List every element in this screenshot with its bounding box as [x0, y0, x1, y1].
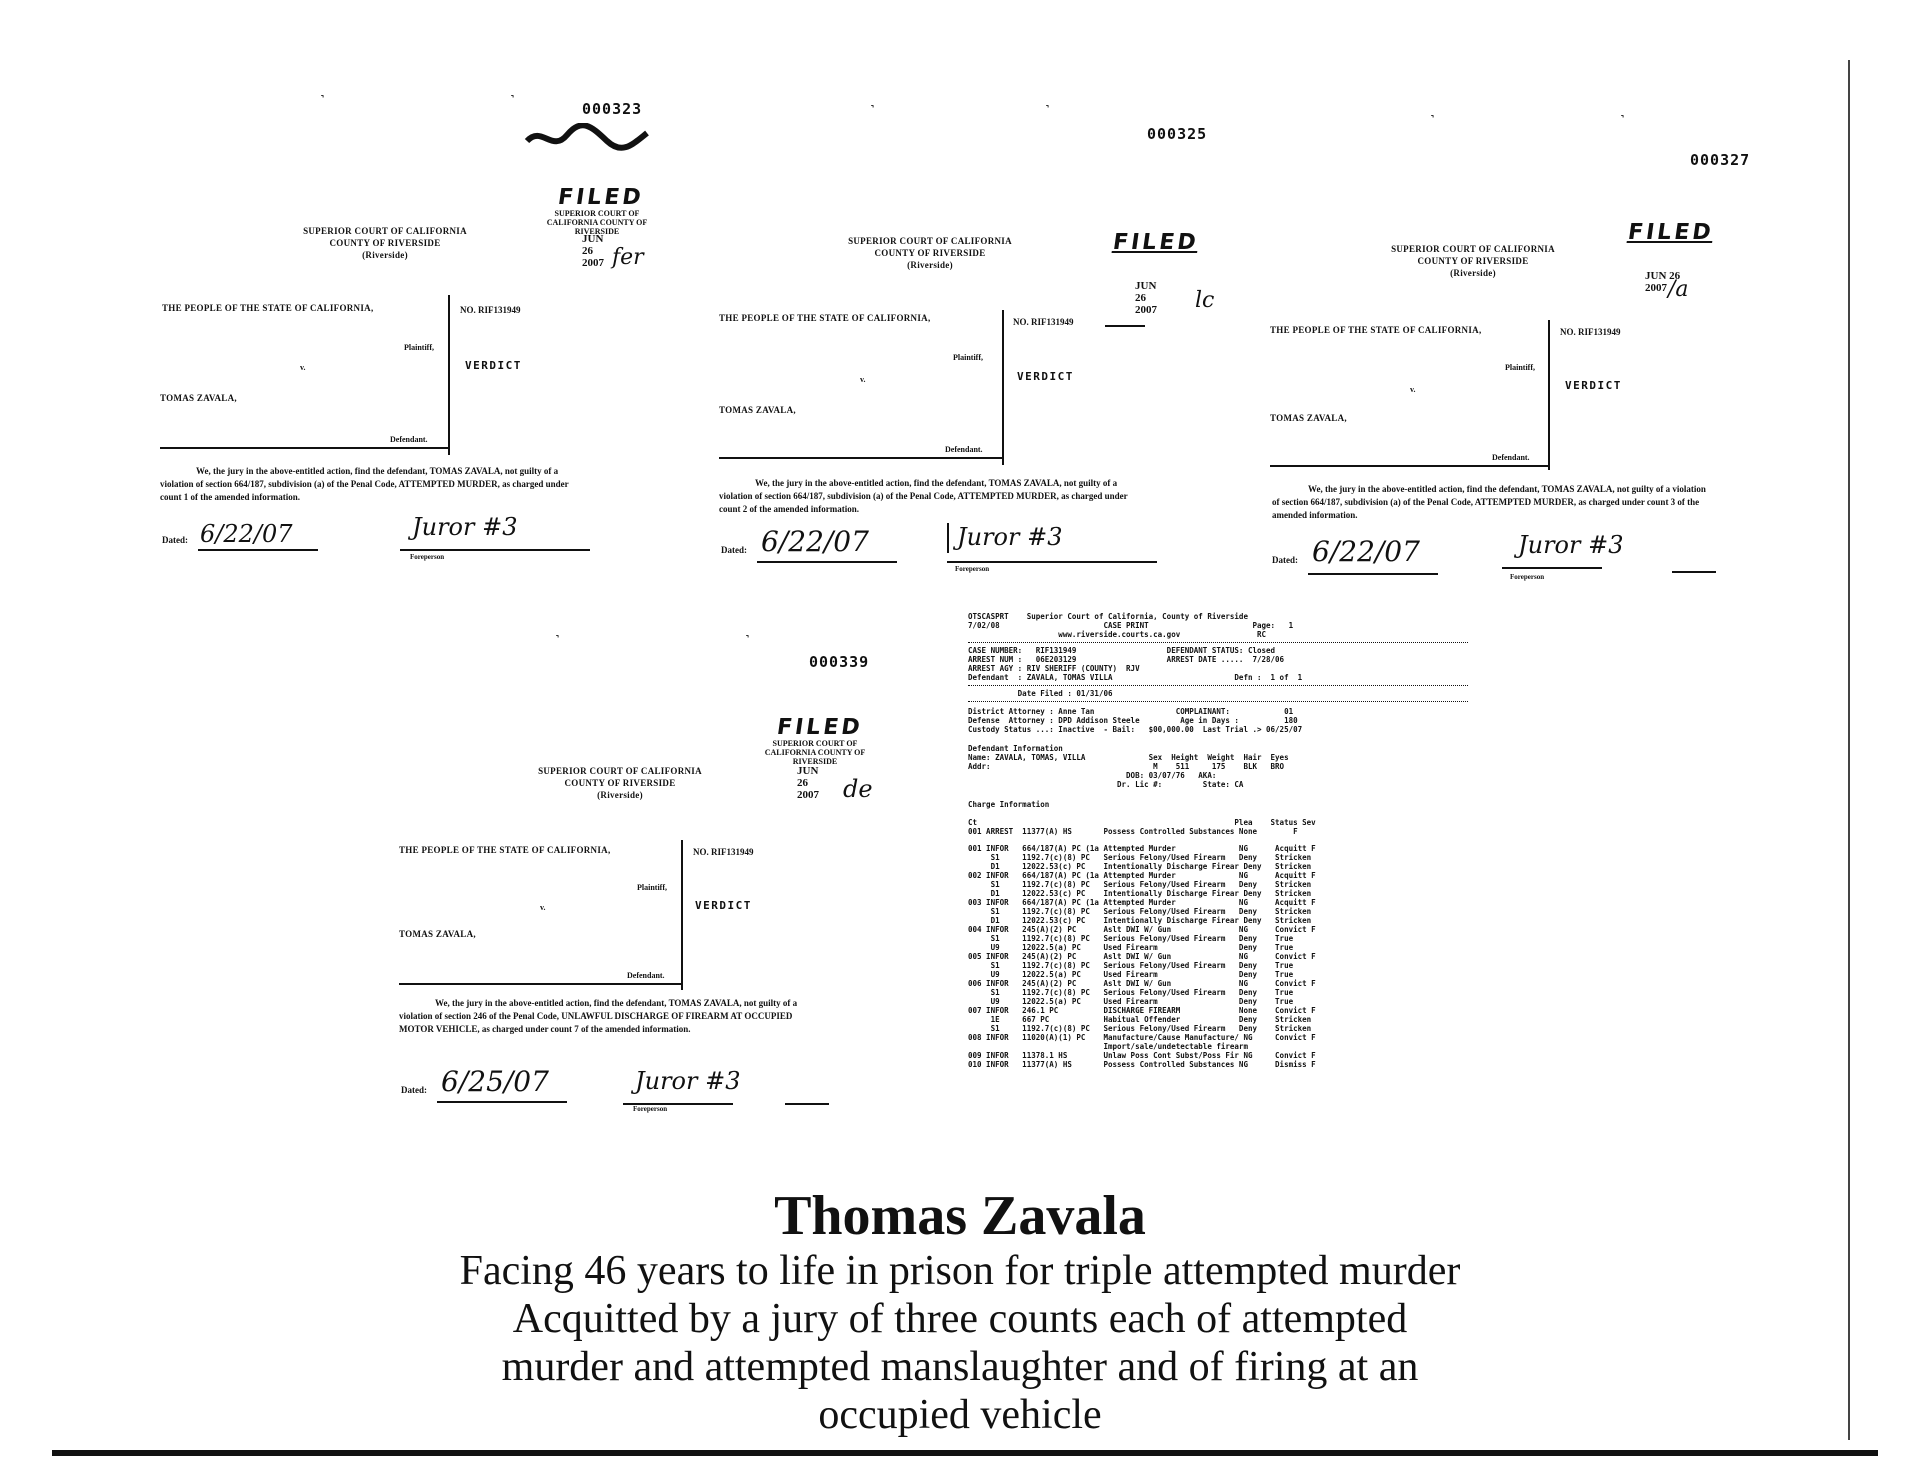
punch-mark: ˺: [745, 633, 750, 648]
plaintiff-role: Plaintiff,: [637, 883, 667, 892]
dated-label: Dated:: [1272, 555, 1298, 565]
printout-case-line: ARREST NUM : 06E203129 ARREST DATE ..... 7/28/06: [968, 655, 1285, 664]
clerk-initials: /a: [1668, 277, 1689, 302]
plaintiff-name: THE PEOPLE OF THE STATE OF CALIFORNIA,: [162, 303, 374, 313]
foreperson-signature: Juror #3: [412, 513, 518, 541]
case-printout: [968, 612, 1476, 1172]
page-edge-line: [1848, 60, 1850, 1440]
printout-charge-row: U9 12022.5(a) PC Used Firearm Deny True: [968, 997, 1294, 1006]
printout-defendant-line: DOB: 03/07/76 AKA:: [968, 771, 1217, 780]
punch-mark: ˺: [320, 93, 325, 108]
printout-charge-row: D1 12022.53(c) PC Intentionally Discharge Firear Deny Stricken: [968, 889, 1312, 898]
court-heading: SUPERIOR COURT OF CALIFORNIA COUNTY OF RIVERSIDE (Riverside): [848, 236, 1012, 270]
printout-charge-row: U9 12022.5(a) PC Used Firearm Deny True: [968, 970, 1294, 979]
defendant-role: Defendant.: [945, 445, 983, 454]
printout-counsel-line: Custody Status ...: Inactive - Bail: $00,000.00 Last Trial .> 06/25/07: [968, 725, 1303, 734]
document-number: 000325: [1147, 125, 1208, 143]
case-number: NO. RIF131949: [460, 305, 521, 315]
defendant-name: TOMAS ZAVALA,: [160, 393, 237, 403]
dated-label: Dated:: [401, 1085, 427, 1095]
printout-case-line: ARREST AGY : RIV SHERIFF (COUNTY) RJV: [968, 664, 1140, 673]
printout-date-filed: Date Filed : 01/31/06: [968, 689, 1113, 698]
printout-charge-row: D1 12022.53(c) PC Intentionally Discharge Firear Deny Stricken: [968, 916, 1312, 925]
foreperson-label: Foreperson: [633, 1105, 668, 1113]
printout-header-line: 7/02/08 CASE PRINT Page: 1: [968, 621, 1294, 630]
printout-defendant-line: Defendant Information: [968, 744, 1063, 753]
printout-charge-row: Import/sale/undetectable firearm: [968, 1042, 1248, 1051]
punch-mark: ˺: [1045, 103, 1050, 118]
printout-charge-row: U9 12022.5(a) PC Used Firearm Deny True: [968, 943, 1294, 952]
plaintiff-name: THE PEOPLE OF THE STATE OF CALIFORNIA,: [1270, 325, 1482, 335]
court-heading: SUPERIOR COURT OF CALIFORNIA COUNTY OF RIVERSIDE (Riverside): [1391, 244, 1555, 278]
printout-charge-row: 006 INFOR 245(A)(2) PC Aslt DWI W/ Gun NG Convict F: [968, 979, 1316, 988]
printout-charge-row: S1 1192.7(c)(8) PC Serious Felony/Used Firearm Deny True: [968, 934, 1294, 943]
foreperson-signature: Juror #3: [635, 1067, 741, 1095]
printout-header-line: www.riverside.courts.ca.gov RC: [968, 630, 1267, 639]
versus: v.: [860, 375, 866, 384]
filed-stamp: FILED: [556, 185, 646, 210]
plaintiff-role: Plaintiff,: [953, 353, 983, 362]
printout-charge-row: 002 INFOR 664/187(A) PC (1a Attempted Murder NG Acquitt F: [968, 871, 1316, 880]
printout-case-line: Defendant : ZAVALA, TOMAS VILLA Defn : 1 of 1: [968, 673, 1303, 682]
verdict-body: We, the jury in the above-entitled action, find the defendant, TOMAS ZAVALA, not guilty of a violation of section 246 of the Penal Code, UNLAWFUL DISCHARGE OF FIREARM AT OCCUPIED MOTOR VEHICLE, as charged under count 7 of the amended information.: [399, 998, 798, 1034]
punch-mark: ˺: [1430, 113, 1435, 128]
verdict-date: 6/22/07: [761, 525, 869, 558]
printout-charge-header: Charge Information: [968, 800, 1050, 809]
printout-counsel-line: District Attorney : Anne Tan COMPLAINANT: 01: [968, 707, 1294, 716]
caption-line: murder and attempted manslaughter and of firing at an: [501, 1344, 1419, 1390]
printout-counsel-line: Defense Attorney : DPD Addison Steele Age in Days : 180: [968, 716, 1298, 725]
printout-charge-row: 007 INFOR 246.1 PC DISCHARGE FIREARM None Convict F: [968, 1006, 1316, 1015]
clerk-initials: lc: [1195, 288, 1215, 313]
clerk-initials: de: [843, 775, 873, 803]
document-number: 000327: [1690, 151, 1751, 169]
printout-charge-row: 001 INFOR 664/187(A) PC (1a Attempted Murder NG Acquitt F: [968, 844, 1316, 853]
printout-charge-row: S1 1192.7(c)(8) PC Serious Felony/Used Firearm Deny Stricken: [968, 880, 1312, 889]
printout-charge-row: 003 INFOR 664/187(A) PC (1a Attempted Murder NG Acquitt F: [968, 898, 1316, 907]
filed-stamp-date: JUN 26 2007: [1645, 270, 1681, 294]
versus: v.: [540, 903, 546, 912]
verdict-body: We, the jury in the above-entitled action, find the defendant, TOMAS ZAVALA, not guilty of a violation of section 664/187, subdivision (a) of the Penal Code, ATTEMPTED MURDER, as charged under count 1 of the amended information.: [160, 466, 569, 502]
verdict-body: We, the jury in the above-entitled action, find the defendant, TOMAS ZAVALA, not guilty of a violation of section 664/187, subdivision (a) of the Penal Code, ATTEMPTED MURDER, as charged under count 3 of the amended information.: [1272, 484, 1706, 520]
punch-mark: ˺: [870, 103, 875, 118]
caption-line: Facing 46 years to life in prison for triple attempted murder: [459, 1248, 1461, 1294]
printout-defendant-line: Addr: M 511 175 BLK BRO: [968, 762, 1285, 771]
court-heading: SUPERIOR COURT OF CALIFORNIA COUNTY OF RIVERSIDE (Riverside): [303, 226, 467, 260]
defendant-name: TOMAS ZAVALA,: [1270, 413, 1347, 423]
versus: v.: [300, 363, 306, 372]
filed-stamp: FILED: [775, 715, 865, 740]
verdict-date: 6/25/07: [441, 1065, 549, 1098]
verdict-title: VERDICT: [465, 359, 522, 372]
filed-stamp-date: JUN 26 2007: [582, 233, 604, 269]
plaintiff-name: THE PEOPLE OF THE STATE OF CALIFORNIA,: [399, 845, 611, 855]
punch-mark: ˺: [1620, 113, 1625, 128]
court-heading: SUPERIOR COURT OF CALIFORNIA COUNTY OF RIVERSIDE (Riverside): [538, 766, 702, 800]
printout-charge-row: S1 1192.7(c)(8) PC Serious Felony/Used Firearm Deny Stricken: [968, 853, 1312, 862]
foreperson-label: Foreperson: [955, 565, 990, 573]
case-number: NO. RIF131949: [1013, 317, 1074, 327]
verdict-title: VERDICT: [695, 899, 752, 912]
filed-stamp-date: JUN 26 2007: [797, 765, 819, 801]
caption-line: occupied vehicle: [818, 1392, 1102, 1438]
punch-mark: ˺: [510, 93, 515, 108]
verdict-title: VERDICT: [1017, 370, 1074, 383]
verdict-date: 6/22/07: [200, 520, 293, 548]
plaintiff-role: Plaintiff,: [404, 343, 434, 352]
caption-line: Acquitted by a jury of three counts each of attempted: [512, 1296, 1408, 1342]
plaintiff-role: Plaintiff,: [1505, 363, 1535, 372]
printout-case-line: CASE NUMBER: RIF131949 DEFENDANT STATUS: Closed: [968, 646, 1276, 655]
punch-mark: ˺: [555, 633, 560, 648]
filed-stamp: FILED: [1626, 220, 1716, 245]
plaintiff-name: THE PEOPLE OF THE STATE OF CALIFORNIA,: [719, 313, 931, 323]
foreperson-label: Foreperson: [410, 553, 445, 561]
foreperson-signature: Juror #3: [957, 523, 1063, 551]
printout-charge-header: 001 ARREST 11377(A) HS Possess Controlled Substances None F: [968, 827, 1298, 836]
filed-stamp-date: JUN 26 2007: [1135, 280, 1157, 316]
case-number: NO. RIF131949: [693, 847, 754, 857]
filed-stamp-subtitle: SUPERIOR COURT OF CALIFORNIA COUNTY OF RIVERSIDE: [764, 739, 866, 766]
printout-charge-row: S1 1192.7(c)(8) PC Serious Felony/Used Firearm Deny True: [968, 988, 1294, 997]
foreperson-signature: Juror #3: [1518, 531, 1624, 559]
printout-charge-row: S1 1192.7(c)(8) PC Serious Felony/Used Firearm Deny Stricken: [968, 907, 1312, 916]
printout-charge-row: 010 INFOR 11377(A) HS Possess Controlled Substances NG Dismiss F: [968, 1060, 1316, 1069]
verdict-body: We, the jury in the above-entitled action, find the defendant, TOMAS ZAVALA, not guilty of a violation of section 664/187, subdivision (a) of the Penal Code, ATTEMPTED MURDER, as charged under count 2 of the amended information.: [719, 478, 1128, 514]
printout-charge-row: 009 INFOR 11378.1 HS Unlaw Poss Cont Subst/Poss Fir NG Convict F: [968, 1051, 1316, 1060]
case-number: NO. RIF131949: [1560, 327, 1621, 337]
clerk-initials: fer: [612, 245, 644, 270]
printout-defendant-line: Name: ZAVALA, TOMAS, VILLA Sex Height Weight Hair Eyes: [968, 753, 1289, 762]
filed-stamp: FILED: [1111, 230, 1201, 255]
printout-charge-row: D1 12022.53(c) PC Intentionally Discharge Firear Deny Stricken: [968, 862, 1312, 871]
dated-label: Dated:: [162, 535, 188, 545]
document-number: 000339: [809, 653, 870, 671]
scribble-mark: [522, 123, 652, 153]
dated-label: Dated:: [721, 545, 747, 555]
printout-header-line: OTSCASPRT Superior Court of California, County of Riverside: [968, 612, 1248, 621]
printout-charge-row: 1E 667 PC Habitual Offender Deny Stricken: [968, 1015, 1312, 1024]
printout-defendant-line: Dr. Lic #: State: CA: [968, 780, 1244, 789]
filed-stamp-subtitle: SUPERIOR COURT OF CALIFORNIA COUNTY OF RIVERSIDE: [546, 209, 648, 236]
bottom-rule: [52, 1450, 1878, 1456]
printout-charge-header: Ct Plea Status Sev: [968, 818, 1316, 827]
printout-charge-row: 005 INFOR 245(A)(2) PC Aslt DWI W/ Gun NG Convict F: [968, 952, 1316, 961]
document-number: 000323: [582, 100, 643, 118]
printout-charge-row: 008 INFOR 11020(A)(1) PC Manufacture/Cause Manufacture/ NG Convict F: [968, 1033, 1316, 1042]
printout-charge-row: S1 1192.7(c)(8) PC Serious Felony/Used Firearm Deny True: [968, 961, 1294, 970]
foreperson-label: Foreperson: [1510, 573, 1545, 581]
defendant-name: TOMAS ZAVALA,: [719, 405, 796, 415]
caption: [0, 1185, 1920, 1439]
printout-charge-row: 004 INFOR 245(A)(2) PC Aslt DWI W/ Gun NG Convict F: [968, 925, 1316, 934]
caption-title: Thomas Zavala: [774, 1185, 1146, 1247]
defendant-role: Defendant.: [627, 971, 665, 980]
defendant-role: Defendant.: [1492, 453, 1530, 462]
verdict-title: VERDICT: [1565, 379, 1622, 392]
versus: v.: [1410, 385, 1416, 394]
defendant-name: TOMAS ZAVALA,: [399, 929, 476, 939]
verdict-date: 6/22/07: [1312, 535, 1420, 568]
defendant-role: Defendant.: [390, 435, 428, 444]
printout-charge-row: S1 1192.7(c)(8) PC Serious Felony/Used Firearm Deny Stricken: [968, 1024, 1312, 1033]
